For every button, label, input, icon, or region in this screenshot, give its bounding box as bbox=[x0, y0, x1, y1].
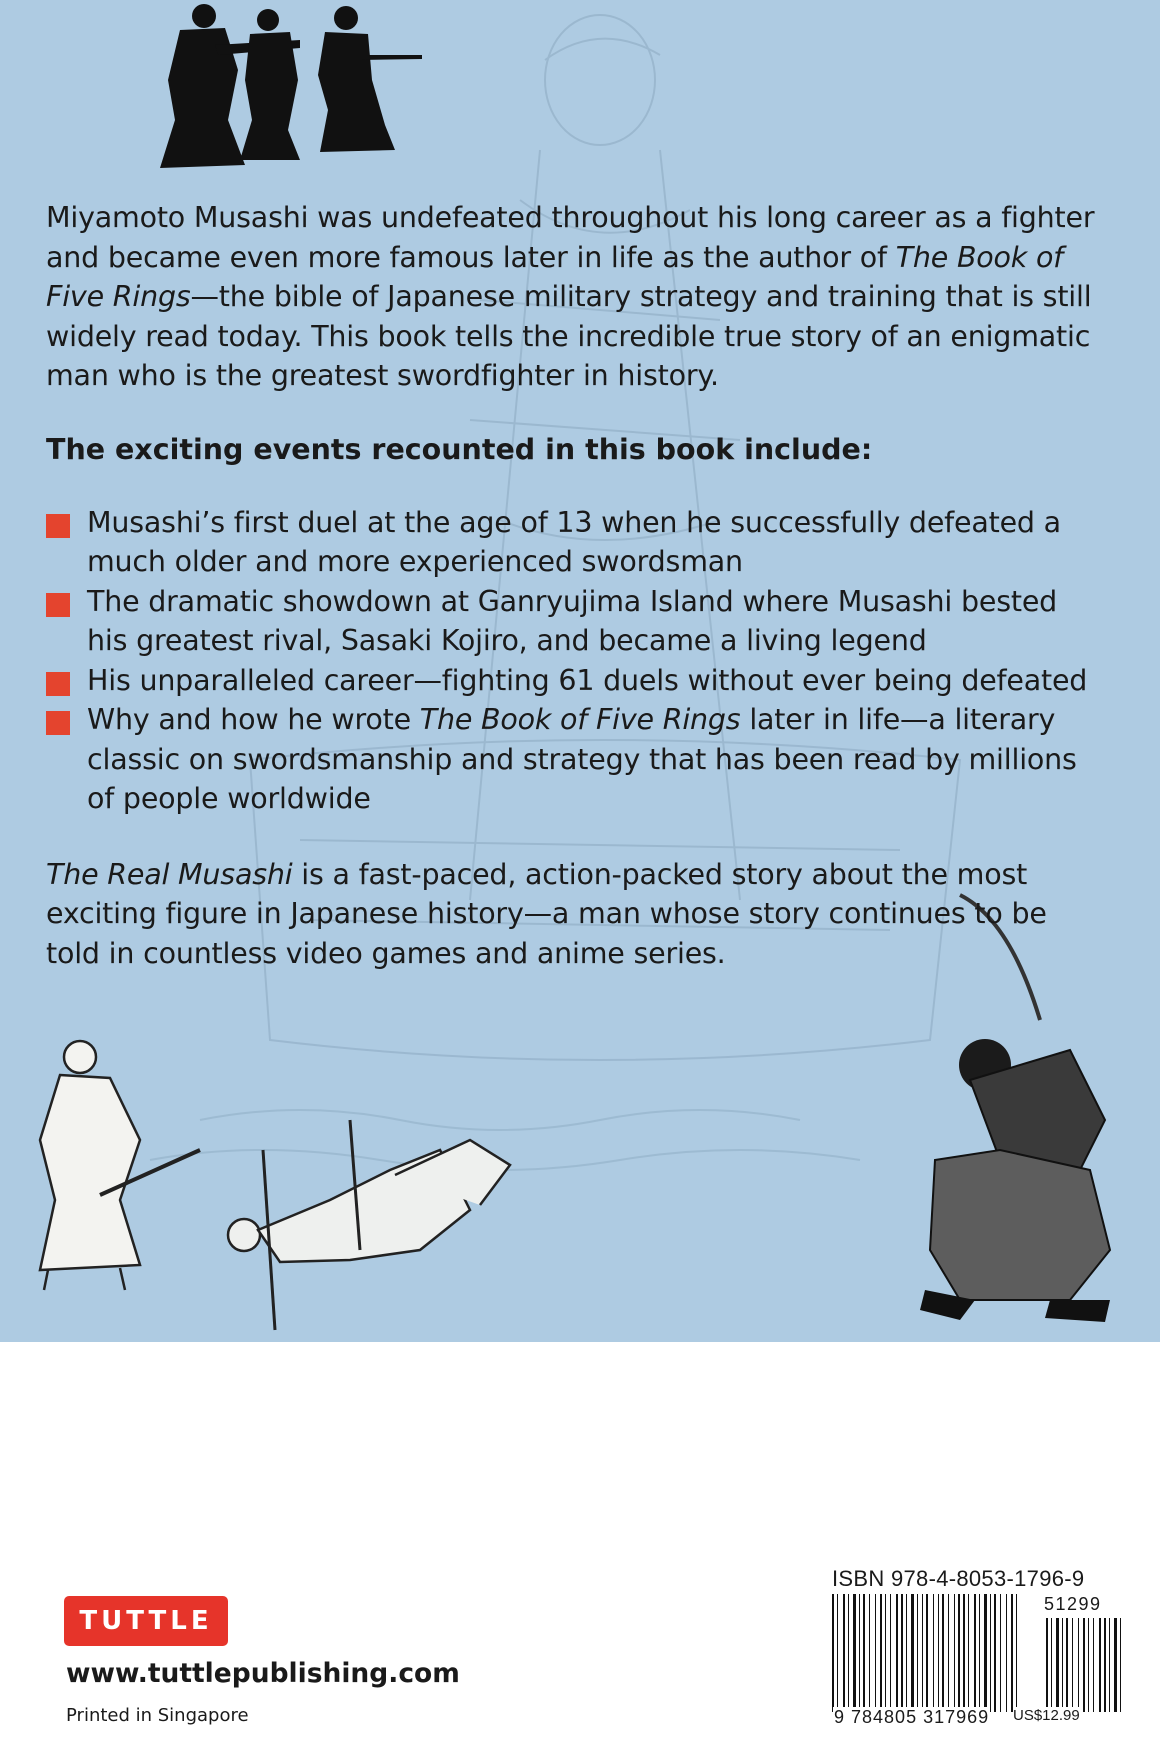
barcode-addon-bar bbox=[1088, 1618, 1089, 1712]
barcode-bar bbox=[911, 1594, 914, 1712]
barcode-bar bbox=[958, 1594, 960, 1712]
intro-text-1: Miyamoto Musashi was undefeated throughout his long career as a fighter and became even more famous later in life as the author of bbox=[46, 201, 1095, 274]
barcode-bar bbox=[1006, 1594, 1007, 1712]
barcode-bar bbox=[863, 1594, 865, 1712]
list-item-text: The dramatic showdown at Ganryujima Island where Musashi bested his greatest rival, Sasaki Kojiro, and became a living legend bbox=[87, 584, 1058, 657]
barcode-bar bbox=[848, 1594, 849, 1712]
red-square-bullet-icon bbox=[46, 672, 70, 696]
events-subhead: The exciting events recounted in this book include: bbox=[46, 432, 873, 466]
blurb bbox=[46, 198, 1106, 973]
barcode-bar bbox=[948, 1594, 949, 1712]
fighting-silhouettes-icon bbox=[160, 4, 422, 168]
barcode-number: 9 784805 317969 bbox=[834, 1707, 990, 1727]
isbn-label: ISBN 978-4-8053-1796-9 bbox=[832, 1566, 1085, 1591]
samurai-drawing-left bbox=[40, 1041, 200, 1290]
barcode-bar bbox=[974, 1594, 976, 1712]
red-square-bullet-icon bbox=[46, 711, 70, 735]
barcode-bar bbox=[885, 1594, 886, 1712]
barcode-addon-bar bbox=[1083, 1618, 1085, 1712]
closing-paragraph bbox=[46, 855, 1106, 974]
intro-paragraph bbox=[46, 198, 1106, 396]
barcode-bar bbox=[994, 1594, 996, 1712]
list-item-text: Musashi’s first duel at the age of 13 when he successfully defeated a much older and more experienced swordsman bbox=[87, 505, 1061, 578]
list-item bbox=[46, 661, 1106, 701]
list-item bbox=[46, 503, 1106, 582]
barcode-bar bbox=[922, 1594, 923, 1712]
barcode-bar bbox=[1016, 1594, 1017, 1712]
barcode-addon-bar bbox=[1046, 1618, 1048, 1712]
barcode-bar bbox=[890, 1594, 891, 1712]
barcode-bar bbox=[843, 1594, 845, 1712]
list-item-book-title: The Book of Five Rings bbox=[419, 703, 741, 736]
barcode-bar bbox=[837, 1594, 838, 1712]
barcode-bar bbox=[880, 1594, 882, 1712]
list-item-text: Why and how he wrote bbox=[87, 703, 420, 736]
fallen-fighter-drawing bbox=[228, 1120, 510, 1330]
printed-in: Printed in Singapore bbox=[66, 1705, 249, 1726]
tuttle-logo: TUTTLE bbox=[64, 1596, 228, 1646]
barcode-addon-bar bbox=[1109, 1618, 1110, 1712]
barcode-bar bbox=[896, 1594, 898, 1712]
barcode-addon-bar bbox=[1120, 1618, 1121, 1712]
barcode-bar bbox=[933, 1594, 934, 1712]
list-item bbox=[46, 582, 1106, 661]
barcode-addon-bar bbox=[1099, 1618, 1101, 1712]
barcode-bar bbox=[979, 1594, 980, 1712]
barcode-addon-bar bbox=[1093, 1618, 1094, 1712]
barcode-bar bbox=[968, 1594, 969, 1712]
red-square-bullet-icon bbox=[46, 593, 70, 617]
list-item bbox=[46, 700, 1106, 819]
barcode-addon-bar bbox=[1062, 1618, 1063, 1712]
barcode-addon-number: 51299 bbox=[1044, 1594, 1102, 1614]
barcode-bar bbox=[832, 1594, 834, 1712]
intro-text-2: —the bible of Japanese military strategy and training that is still widely read today. This book tells the incredible true story of an enigmatic man who is the greatest swordfighter in history. bbox=[46, 280, 1092, 392]
barcode-bar bbox=[942, 1594, 944, 1712]
barcode-addon-bar bbox=[1056, 1618, 1059, 1712]
barcode-addon-bar bbox=[1072, 1618, 1073, 1712]
red-square-bullet-icon bbox=[46, 514, 70, 538]
barcode-bar bbox=[990, 1594, 991, 1712]
barcode-bar bbox=[926, 1594, 928, 1712]
barcode-bar bbox=[1011, 1594, 1013, 1712]
barcode-bar bbox=[853, 1594, 856, 1712]
publisher-website[interactable]: www.tuttlepublishing.com bbox=[66, 1658, 460, 1689]
list-item-text: His unparalleled career—fighting 61 duels without ever being defeated bbox=[87, 663, 1088, 697]
price-label: US$12.99 bbox=[1013, 1707, 1080, 1724]
barcode-addon-bar bbox=[1104, 1618, 1106, 1712]
barcode-addon-bar bbox=[1051, 1618, 1052, 1712]
barcode-addon-bar bbox=[1114, 1618, 1117, 1712]
barcode-bar bbox=[984, 1594, 987, 1712]
barcode-bar bbox=[1000, 1594, 1001, 1712]
list-item-text-end: later in life—a literary classic on swordsmanship and strategy that has been read by millions of people worldwide bbox=[87, 703, 1077, 815]
barcode-addon-bar bbox=[1066, 1618, 1068, 1712]
barcode-addon-bar bbox=[1078, 1618, 1079, 1712]
intro-book-title: The Book of Five Rings bbox=[46, 240, 1064, 313]
barcode-bar bbox=[954, 1594, 955, 1712]
barcode-bar bbox=[963, 1594, 965, 1712]
barcode-bar bbox=[906, 1594, 907, 1712]
barcode-bar bbox=[859, 1594, 860, 1712]
barcode-bar bbox=[917, 1594, 918, 1712]
events-list bbox=[46, 503, 1106, 819]
closing-text: is a fast-paced, action-packed story about the most exciting figure in Japanese history—a man whose story continues to be told in countless video games and anime series. bbox=[46, 857, 1047, 970]
barcode-bar bbox=[875, 1594, 876, 1712]
barcode-bar bbox=[938, 1594, 939, 1712]
closing-book-title: The Real Musashi bbox=[46, 857, 293, 891]
barcode-bar bbox=[901, 1594, 903, 1712]
barcode-bar bbox=[869, 1594, 870, 1712]
